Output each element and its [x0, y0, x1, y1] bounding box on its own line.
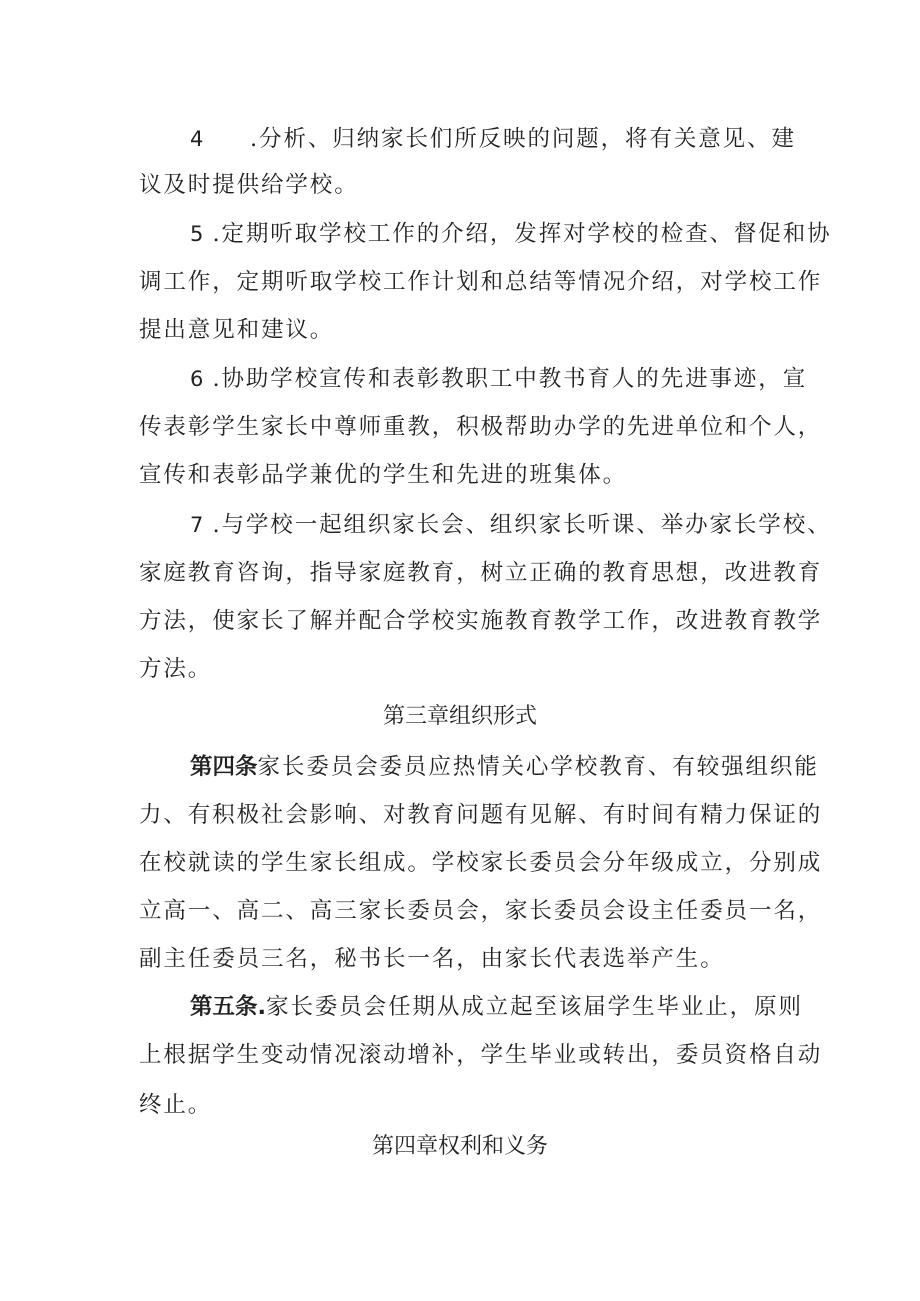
article4-line3: 在校就读的学生家长组成。学校家长委员会分年级成立，分别成	[139, 850, 823, 876]
article4-line2: 力、有积极社会影响、对教育问题有见解、有时间有精力保证的	[139, 802, 823, 828]
item6-line1	[190, 364, 808, 394]
item6-number: 6	[190, 367, 204, 391]
item4-text-1: .分析、归纳家长们所反映的问题，将有关意见、建	[250, 126, 796, 152]
item6-text-1: .协助学校宣传和表彰教职工中教书育人的先进事迹，宣	[212, 366, 808, 392]
article4-text-1: 家长委员会委员应热情关心学校教育、有较强组织能	[257, 754, 819, 780]
item4-line2: 议及时提供给学校。	[139, 172, 359, 198]
item5-line1	[190, 219, 832, 249]
item4-line1	[190, 124, 800, 154]
item4-number: 4	[190, 127, 204, 151]
article4-line5: 副主任委员三名，秘书长一名，由家长代表选举产生。	[139, 946, 725, 972]
article5-line1	[190, 992, 803, 1022]
item7-text-1: .与学校一起组织家长会、组织家长听课、举办家长学校、	[212, 512, 832, 538]
article4-line1	[190, 752, 819, 782]
article5-text-1: 家长委员会任期从成立起至该届学生毕业止，原则	[266, 994, 803, 1020]
item7-line1	[190, 510, 832, 540]
item5-number: 5	[190, 222, 204, 246]
item7-line2: 家庭教育咨询，指导家庭教育，树立正确的教育思想，改进教育	[139, 560, 823, 586]
item7-line3: 方法，使家长了解并配合学校实施教育教学工作，改进教育教学	[139, 608, 823, 634]
item5-line3: 提出意见和建议。	[139, 317, 335, 343]
article4-line4: 立高一、高二、高三家长委员会，家长委员会设主任委员一名，	[139, 898, 823, 924]
chapter3-heading: 第三章组织形式	[382, 704, 537, 729]
item5-line2: 调工作，定期听取学校工作计划和总结等情况介绍，对学校工作	[139, 269, 823, 295]
article5-line2: 上根据学生变动情况滚动增补，学生毕业或转出，委员资格自动	[139, 1042, 823, 1068]
item7-line4: 方法。	[139, 656, 213, 682]
item6-line3: 宣传和表彰品学兼优的学生和先进的班集体。	[139, 462, 628, 488]
article5-label: 第五条.	[190, 994, 267, 1020]
chapter4-heading: 第四章权利和义务	[371, 1134, 548, 1159]
article4-label: 第四条	[190, 754, 258, 780]
item5-text-1: .定期听取学校工作的介绍，发挥对学校的检查、督促和协	[212, 221, 832, 247]
item6-line2: 传表彰学生家长中尊师重教，积极帮助办学的先进单位和个人，	[139, 414, 823, 440]
article5-line3: 终止。	[139, 1092, 213, 1118]
item7-number: 7	[190, 513, 204, 537]
